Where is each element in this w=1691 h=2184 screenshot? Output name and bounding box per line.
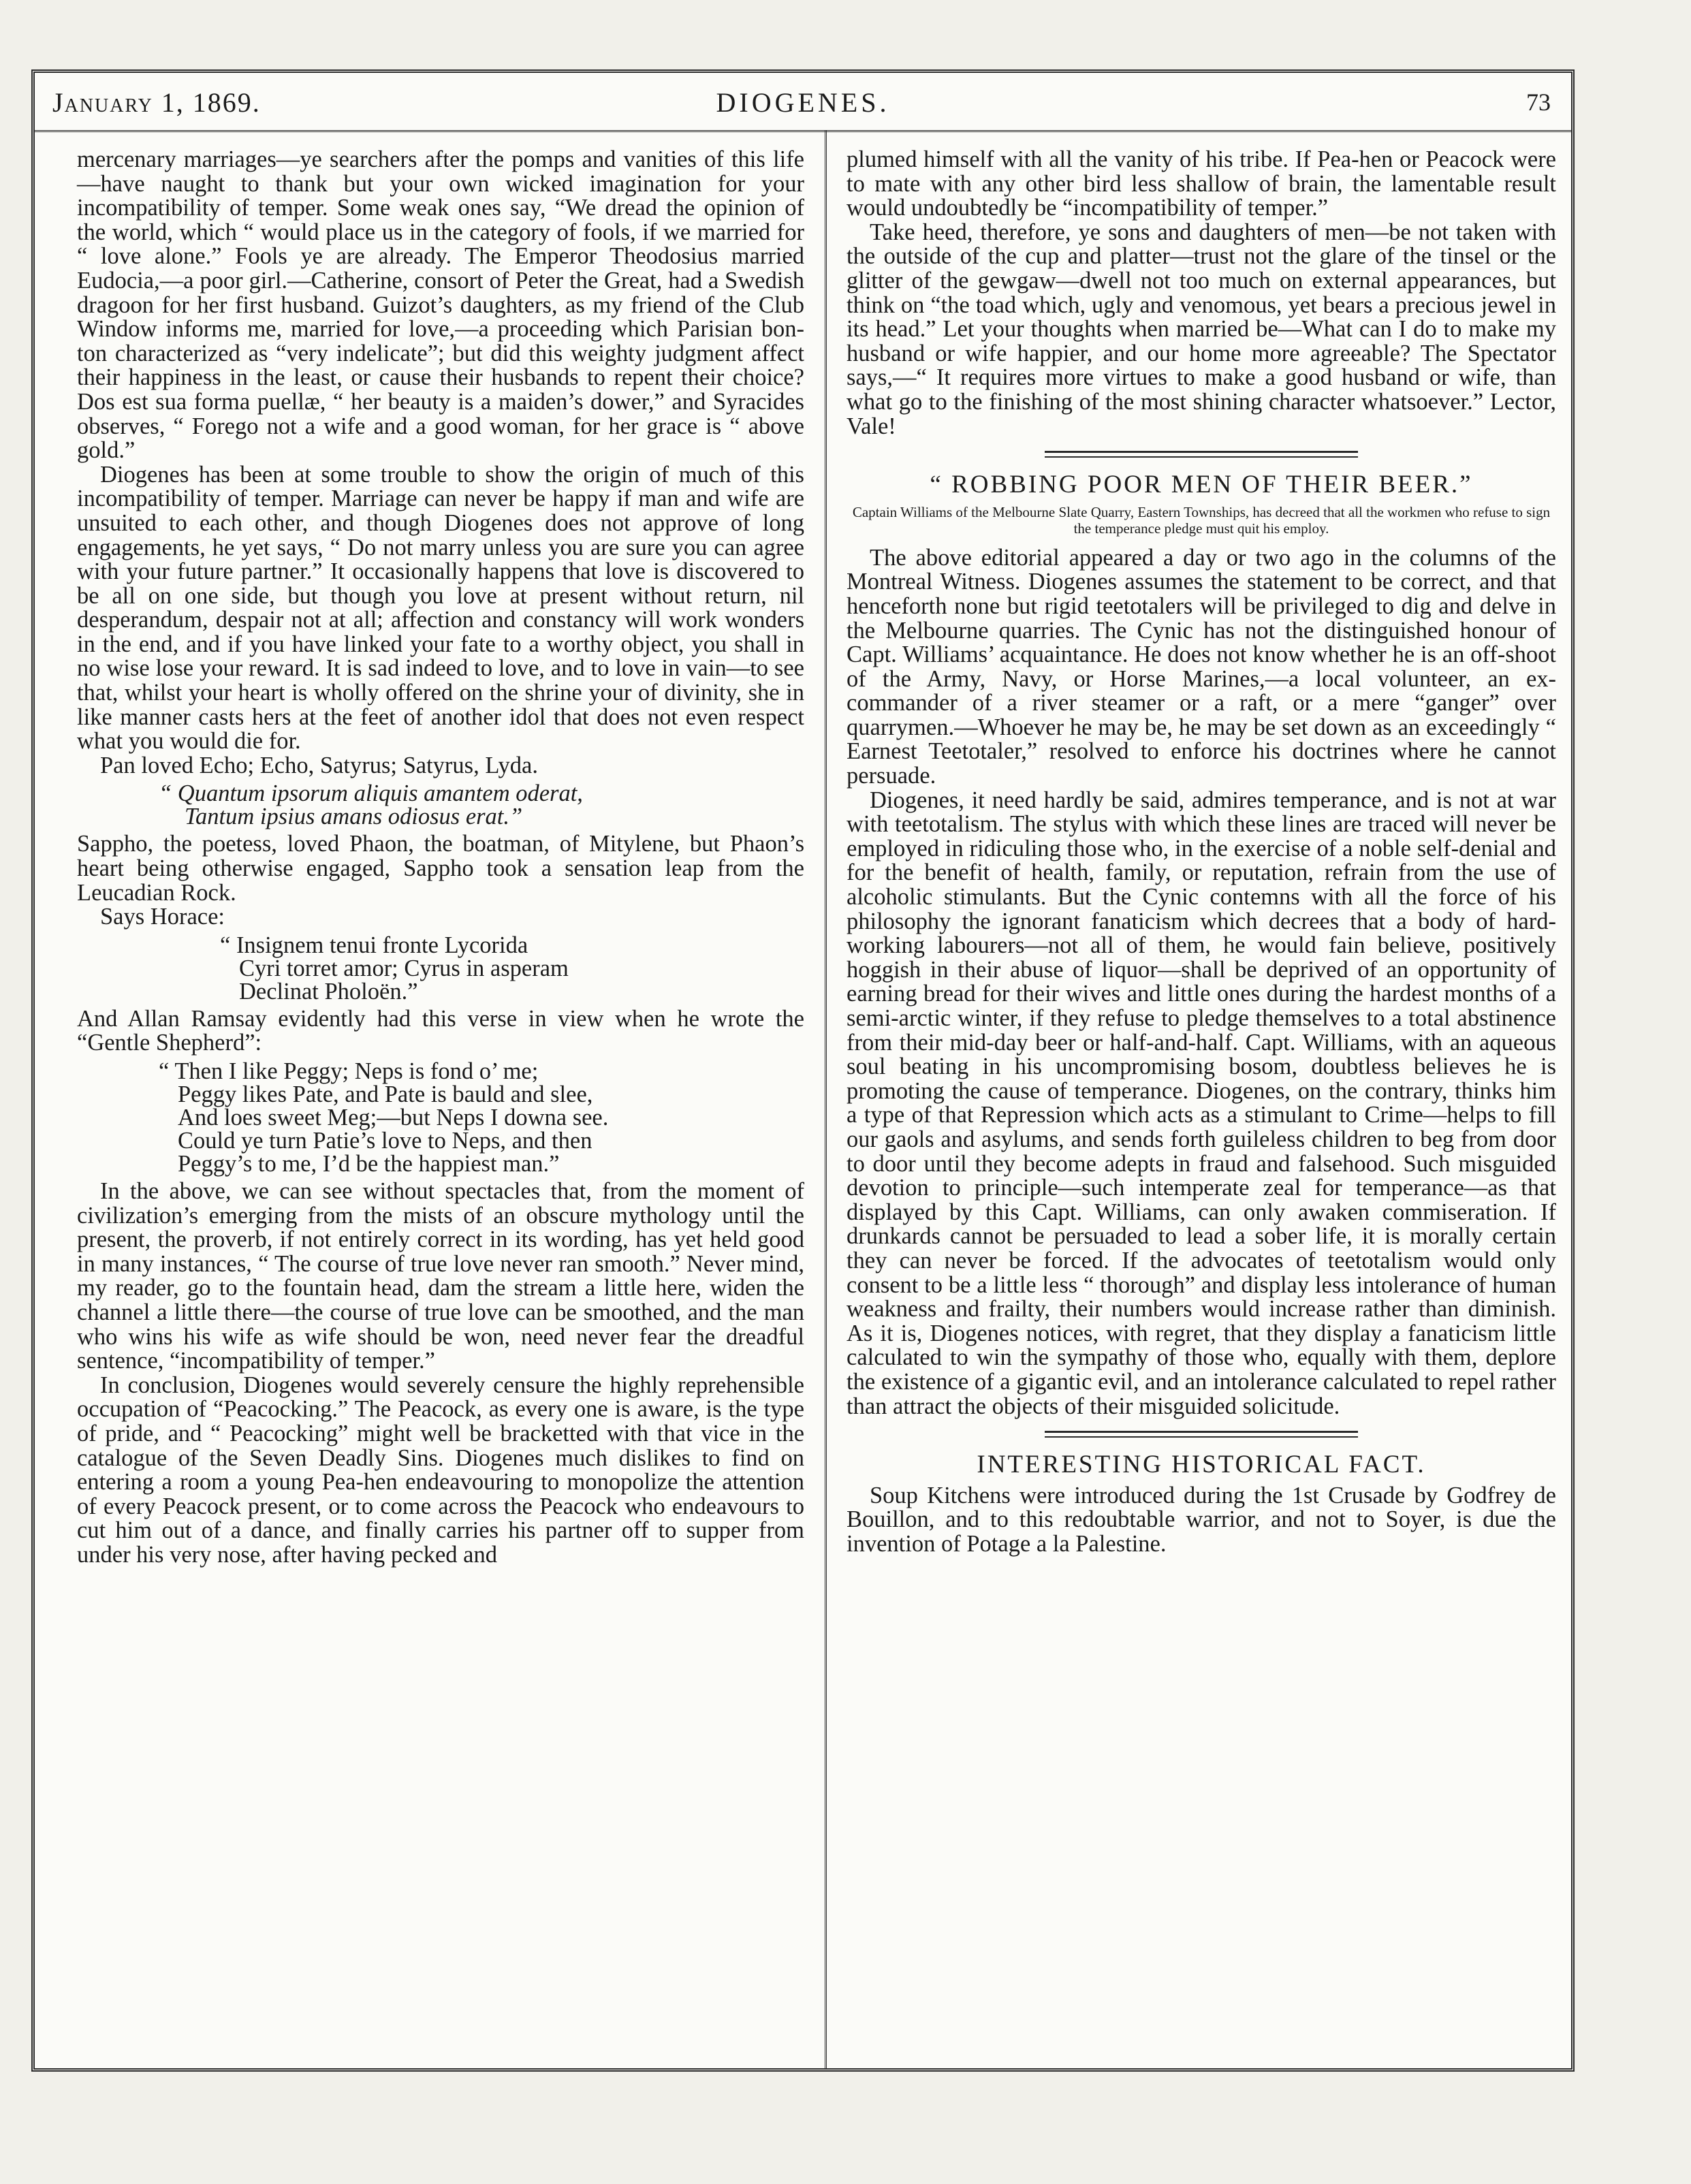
paragraph: plumed himself with all the vanity of his tribe. If Pea-hen or Peacock were to mate with any other bird less shallow of brain, the lamentable result would undoubtedly be “incompatibility of temper.” <box>847 146 1556 221</box>
paragraph: In conclusion, Diogenes would severely censure the highly reprehensible occupation of “Peacocking.” The Peacock, as every one is aware, is the type of pride, and “ Peacocking” might well be bracketted with that vice in the catalogue of the Seven Deadly Sins. Diogenes much dislikes to find on entering a room a young Pea-hen endeavouring to monopolize the attention of every Peacock present, or to come across the Peacock who endeavours to cut him out of a dance, and finally carries his partner off to supper from under his very nose, after having pecked and <box>77 1372 804 1568</box>
verse-line: Peggy’s to me, I’d be the happiest man.” <box>178 1151 560 1177</box>
verse-line: “ Quantum ipsorum aliquis amantem oderat, <box>159 780 583 807</box>
verse-line: Could ye turn Patie’s love to Neps, and then <box>178 1128 592 1154</box>
right-column <box>847 148 1556 1556</box>
latin-verse <box>159 782 804 828</box>
paragraph: Sappho, the poetess, loved Phaon, the boatman, of Mitylene, but Phaon’s heart being otherwise engaged, Sappho took a sensation leap from the Leucadian Rock. <box>77 831 804 906</box>
paragraph: Diogenes, it need hardly be said, admires temperance, and is not at war with teetotalism. The stylus with which these lines are traced will never be employed in ridiculing those who, in the exercise of a noble self-denial and for the benefit of health, family, or reputation, refrain from the use of alcoholic stimulants. But the Cynic contemns with all the force of his philosophy the ignorant fanaticism which decrees that a body of hard-working labourers—not all of them, he would fain believe, positively hoggish in their abuse of liquor—shall be deprived of an opportunity of earning bread for their wives and little ones during the hardest months of a semi-arctic winter, if they refuse to pledge themselves to a total abstinence from their mid-day beer or half-and-half. Capt. Williams, with an aqueous soul beating in his uncompromising bosom, doubtless believes he is promoting the cause of temperance. Diogenes, on the contrary, thinks him a type of that Repression which acts as a stimulant to Crime—helps to fill our gaols and asylums, and sends forth guileless children to beg from door to door until they become adepts in fraud and falsehood. Such misguided devotion to principle—such intemperate zeal for temperance—as that displayed by this Capt. Williams, can only awaken commiseration. If drunkards cannot be persuaded to lead a sober life, it is morally certain they can never be forced. If the advocates of teetotalism would only consent to be a little less “ thorough” and display less intolerance of human weakness and frailty, their numbers would increase rather than diminish. As it is, Diogenes notices, with regret, that they display a fanaticism little calculated to win the sympathy of those who, equally with them, deplore the existence of a gigantic evil, and an intolerance calculated to repel rather than attract the objects of their misguided solicitude. <box>847 787 1556 1419</box>
horace-verse <box>220 934 804 1003</box>
issue-date: January 1, 1869. <box>52 87 261 118</box>
verse-line: “ Then I like Peggy; Neps is fond o’ me; <box>159 1058 539 1084</box>
paragraph: In the above, we can see without spectacles that, from the moment of civilization’s emerging from the mists of an obscure mythology until the present, the proverb, if not entirely correct in its wording, has yet held good in many instances, “ The course of true love never ran smooth.” Never mind, my reader, go to the fountain head, dam the stream a little here, widen the channel a little there—the course of true love can be smoothed, and the man who wins his wife as wife should be won, need never fear the dreadful sentence, “incompatibility of temper.” <box>77 1178 804 1374</box>
paragraph: mercenary marriages—ye searchers after the pomps and vanities of this life—have naught to thank but your own wicked imagination for your incompatibility of temper. Some weak ones say, “We dread the opinion of the world, which “ would place us in the category of fools, if we married for “ love alone.” Fools ye are already. The Emperor Theodosius married Eudocia,—a poor girl.—Catherine, consort of Peter the Great, had a Swedish dragoon for her first husband. Guizot’s daughters, as my friend of the Club Window informs me, married for love,—a proceeding which Parisian bon-ton characterized as “very indelicate”; but did this weighty judgment affect their happiness in the least, or cause their husbands to repent their choice? Dos est sua forma puellæ, “ her beauty is a maiden’s dower,” and Syracides observes, “ Forego not a wife and a good woman, for her grace is “ above gold.” <box>77 146 804 464</box>
left-column <box>77 148 804 1568</box>
paragraph: And Allan Ramsay evidently had this verse in view when he wrote the “Gentle Shepherd”: <box>77 1005 804 1056</box>
ramsay-verse <box>159 1060 804 1175</box>
verse-line: Declinat Pholoën.” <box>239 978 418 1004</box>
verse-line: Tantum ipsius amans odiosus erat.” <box>185 804 523 830</box>
verse-line: Cyri torret amor; Cyrus in asperam <box>239 955 569 981</box>
section-divider <box>1045 1431 1358 1438</box>
column-divider <box>825 130 827 2068</box>
article-headline-beer: “ ROBBING POOR MEN OF THEIR BEER.” <box>930 471 1473 499</box>
paragraph: Take heed, therefore, ye sons and daughters of men—be not taken with the outside of the cup and platter—trust not the glare of the tinsel or the glitter of the gewgaw—dwell not too much on external appearances, but think on “the toad which, ugly and venomous, yet bears a precious jewel in its head.” Let your thoughts when married be—What can I do to make my husband or wife happier, and our home more agreeable? The Spectator says,—“ It requires more virtues to make a good husband or wife, than what go to the finishing of the most shining character whatsoever.” Lector, Vale! <box>847 219 1556 439</box>
masthead-title: DIOGENES. <box>716 87 890 118</box>
paragraph: Says Horace: <box>100 904 225 930</box>
verse-line: “ Insignem tenui fronte Lycorida <box>220 932 528 958</box>
paragraph: Soup Kitchens were introduced during the 1st Crusade by Godfrey de Bouillon, and to this redoubtable warrior, and not to Soyer, is due the invention of Potage a la Palestine. <box>847 1482 1556 1557</box>
article-headline-historical: INTERESTING HISTORICAL FACT. <box>977 1451 1426 1479</box>
verse-line: Peggy likes Pate, and Pate is bauld and slee, <box>178 1081 593 1107</box>
article-epigraph: Captain Williams of the Melbourne Slate Quarry, Eastern Townships, has decreed that all the workmen who refuse to sign the temperance pledge must quit his employ. <box>852 503 1551 537</box>
paragraph: Pan loved Echo; Echo, Satyrus; Satyrus, Lyda. <box>100 752 538 778</box>
paragraph: Diogenes has been at some trouble to show the origin of much of this incompatibility of temper. Marriage can never be happy if man and wife are unsuited to each other, and though Diogenes does not approve of long engagements, he yet says, “ Do not marry unless you are sure you can agree with your future partner.” It occasionally happens that love is discovered to be all on one side, but though you love at present without return, nil desperandum, despair not at all; affection and constancy will work wonders in the end, and if you have linked your fate to a worthy object, you shall in no wise lose your reward. It is sad indeed to love, and to love in vain—to see that, whilst your heart is wholly offered on the shrine your of divinity, she in like manner casts hers at the feet of another idol that does not even respect what you would die for. <box>77 461 804 755</box>
newspaper-page <box>31 69 1575 2072</box>
section-divider <box>1045 451 1358 458</box>
verse-line: And loes sweet Meg;—but Neps I downa see. <box>178 1105 609 1130</box>
page-number: 73 <box>1526 89 1551 116</box>
page-header <box>35 73 1571 132</box>
paragraph: The above editorial appeared a day or two ago in the columns of the Montreal Witness. Diogenes assumes the statement to be correct, and that henceforth none but rigid teetotalers will be privileged to dig and delve in the Melbourne quarries. The Cynic has not the distinguished honour of Capt. Williams’ acquaintance. He does not know whether he is an off-shoot of the Army, Navy, or Horse Marines,—a local volunteer, an ex-commander of a river steamer or a raft, or a mere “ganger” over quarrymen.—Whoever he may be, he may be set down as an exceedingly “ Earnest Teetotaler,” resolved to enforce his doctrines where he cannot persuade. <box>847 544 1556 789</box>
